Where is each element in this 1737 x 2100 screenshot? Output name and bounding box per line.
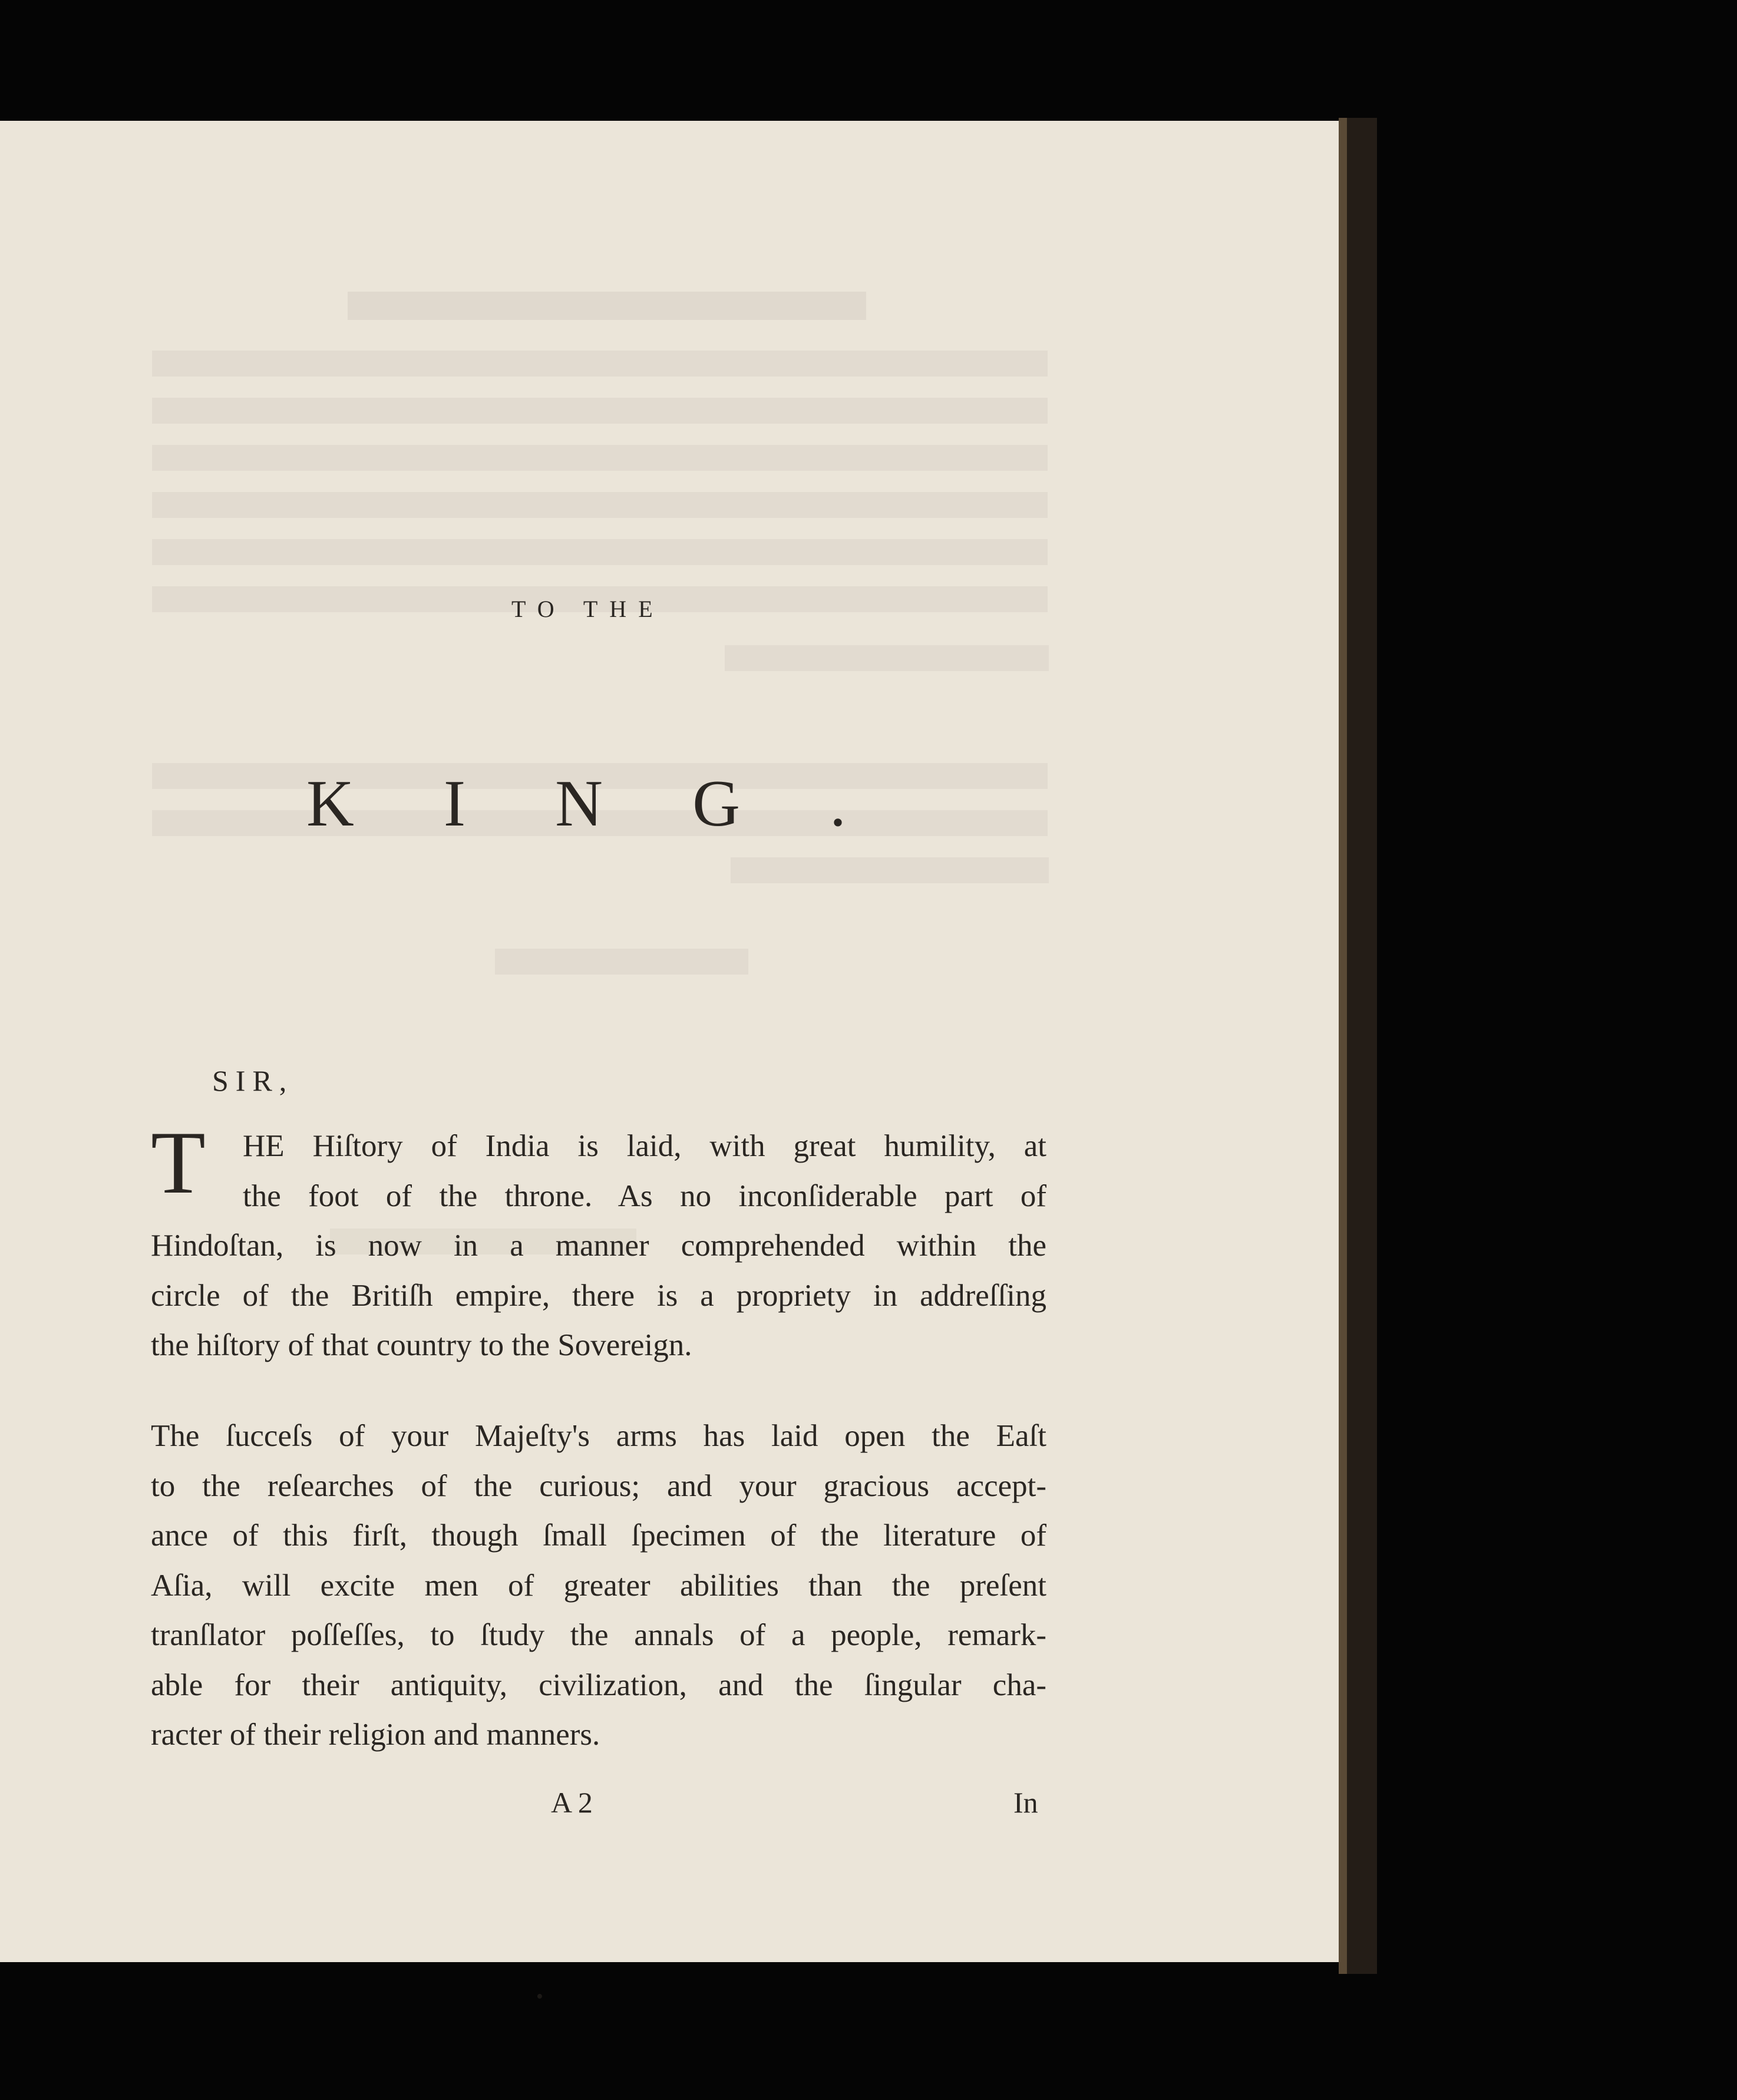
paragraph-1-line-4: circle of the Britiſh empire, there is a propriety in addreſſing bbox=[151, 1278, 1046, 1313]
paragraph-1-line-3: Hindoſtan, is now in a manner comprehended within the bbox=[151, 1229, 1046, 1263]
book-page bbox=[0, 121, 1339, 2007]
show-through-line bbox=[731, 857, 1049, 883]
binding-edge bbox=[1339, 118, 1347, 1974]
heading-king: KING. bbox=[306, 767, 936, 840]
paragraph-1-line-1: HE Hiſtory of India is laid, with great humility, at bbox=[243, 1129, 1046, 1163]
paragraph-1-indented bbox=[243, 1121, 1046, 1221]
catchword: In bbox=[1013, 1786, 1038, 1819]
show-through-line bbox=[152, 398, 1048, 424]
show-through-line bbox=[495, 949, 748, 975]
salutation: SIR, bbox=[212, 1064, 294, 1097]
show-through-line bbox=[152, 539, 1048, 565]
show-through-line bbox=[348, 292, 866, 320]
paragraph-1-rest bbox=[151, 1221, 1046, 1371]
heading-to-the: TO THE bbox=[511, 596, 665, 622]
paragraph-1-line-5: the hiſtory of that country to the Sovereign. bbox=[151, 1328, 692, 1362]
paragraph-2-line-7: racter of their religion and manners. bbox=[151, 1718, 600, 1752]
paragraph-2-line-1: The ſucceſs of your Majeſty's arms has laid open the Eaſt bbox=[151, 1419, 1046, 1453]
paragraph-2 bbox=[151, 1411, 1046, 1760]
show-through-line bbox=[152, 351, 1048, 377]
paragraph-2-line-4: Aſia, will excite men of greater abilities than the preſent bbox=[151, 1568, 1046, 1603]
show-through-line bbox=[725, 645, 1049, 671]
drop-cap: T bbox=[151, 1113, 206, 1212]
signature-mark: A 2 bbox=[551, 1786, 593, 1819]
paragraph-2-line-5: tranſlator poſſeſſes, to ſtudy the annals of a people, remark- bbox=[151, 1618, 1046, 1652]
paragraph-2-line-3: ance of this firſt, though ſmall ſpecimen of the literature of bbox=[151, 1518, 1046, 1553]
show-through-line bbox=[152, 445, 1048, 471]
paragraph-1-line-2: the foot of the throne. As no inconſiderable part of bbox=[243, 1178, 1046, 1213]
paragraph-2-line-2: to the reſearches of the curious; and your gracious accept- bbox=[151, 1468, 1046, 1503]
show-through-line bbox=[152, 492, 1048, 518]
ink-dot-ornament: • bbox=[536, 1986, 543, 2007]
paragraph-2-line-6: able for their antiquity, civilization, and the ſingular cha- bbox=[151, 1668, 1046, 1702]
